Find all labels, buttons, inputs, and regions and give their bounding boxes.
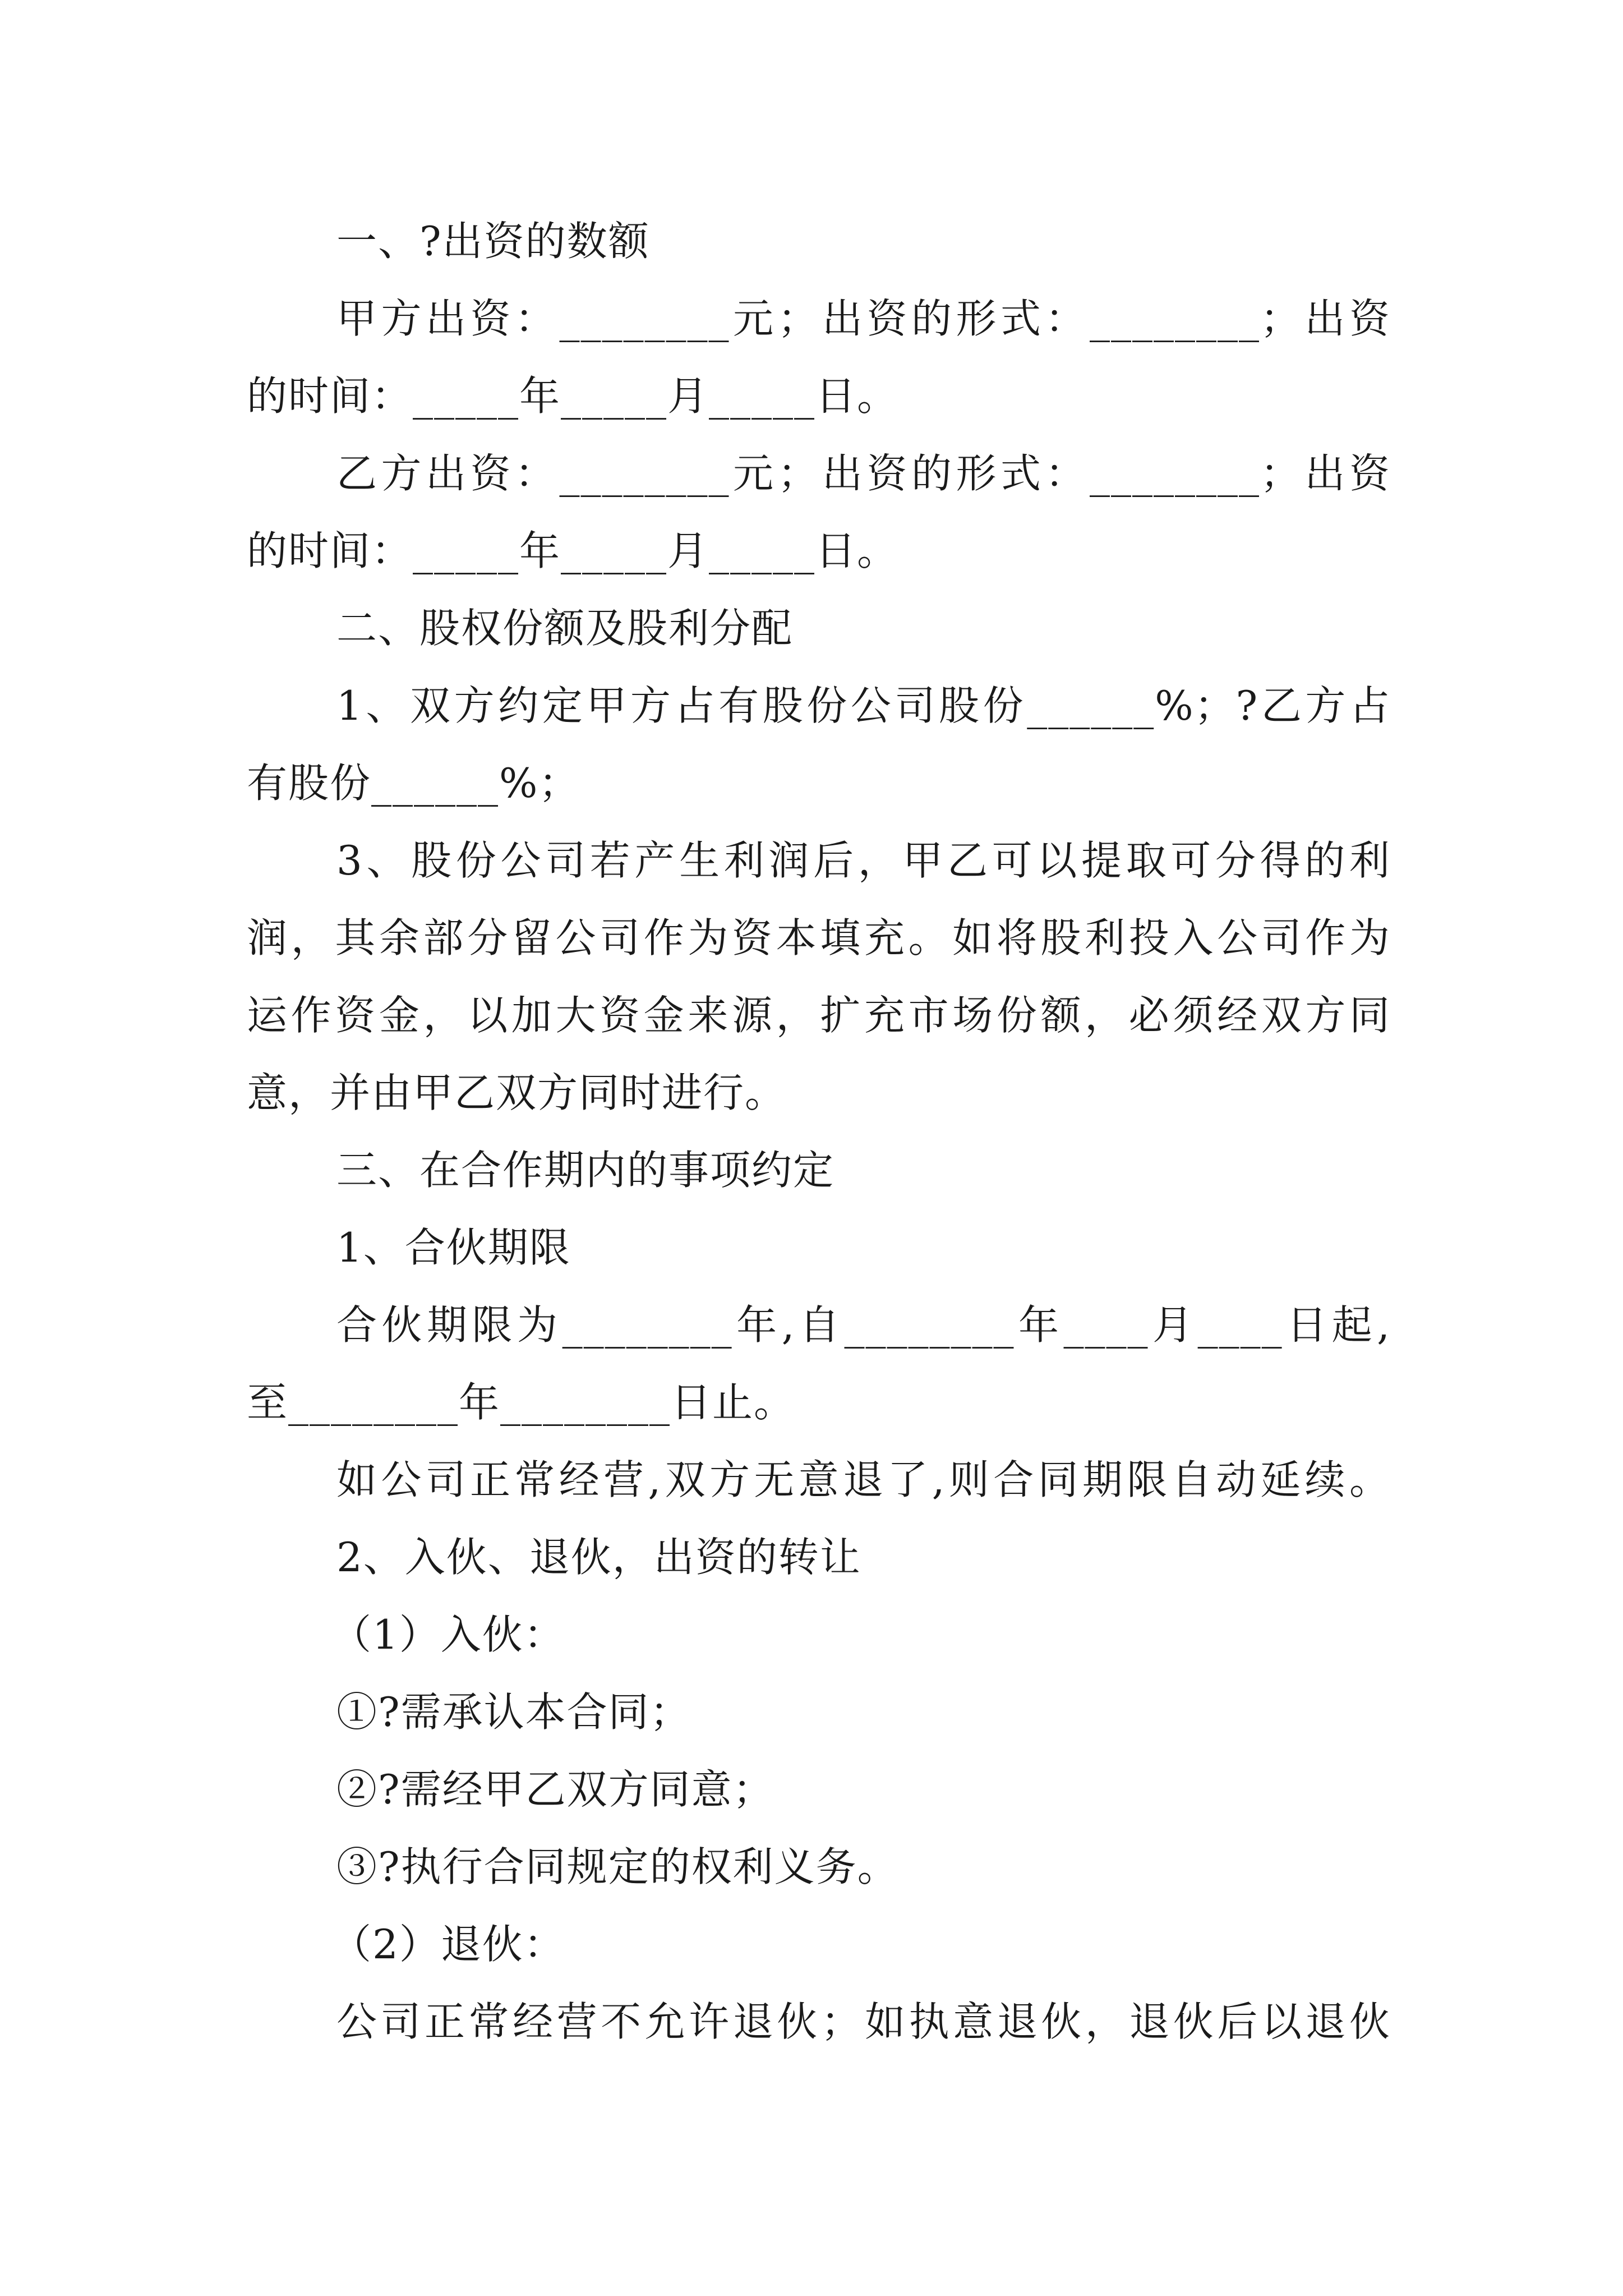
item-admission: （1）入伙： xyxy=(331,1611,565,1658)
clause-share-ratio-cont: 有股份______%； xyxy=(247,760,580,807)
clause-share-ratio: 1、双方约定甲方占有股份公司股份______%；?乙方占 xyxy=(336,682,1391,729)
section-heading-3: 三、在合作期内的事项约定 xyxy=(336,1147,835,1194)
clause-profit: 3、股份公司若产生利润后，甲乙可以提取可分得的利 xyxy=(336,837,1391,884)
party-b-contribution: 乙方出资：________元；出资的形式：________；出资 xyxy=(336,450,1391,497)
item-withdrawal: （2）退伙： xyxy=(331,1921,565,1968)
clause-withdrawal: 公司正常经营不允许退伙；如执意退伙，退伙后以退伙 xyxy=(336,1998,1391,2045)
clause-auto-renewal: 如公司正常经营,双方无意退了,则合同期限自动延续。 xyxy=(336,1456,1391,1503)
party-a-contribution: 甲方出资：________元；出资的形式：________；出资 xyxy=(336,295,1391,342)
clause-profit-cont-2: 运作资金，以加大资金来源，扩充市场份额，必须经双方同 xyxy=(247,992,1391,1039)
admission-condition-1: ①?需承认本合同； xyxy=(336,1688,691,1736)
admission-condition-2: ②?需经甲乙双方同意； xyxy=(336,1766,774,1813)
section-heading-2: 二、股权份额及股利分配 xyxy=(336,605,794,652)
party-a-contribution-date: 的时间：_____年_____月_____日。 xyxy=(247,372,899,420)
subheading-term: 1、合伙期限 xyxy=(336,1224,571,1271)
clause-term-cont: 至________年________日止。 xyxy=(247,1379,796,1426)
clause-term: 合伙期限为________年,自________年____月____日起, xyxy=(336,1301,1391,1349)
clause-profit-cont-1: 润，其余部分留公司作为资本填充。如将股利投入公司作为 xyxy=(247,914,1391,961)
party-b-contribution-date: 的时间：_____年_____月_____日。 xyxy=(247,527,899,574)
clause-profit-cont-3: 意，并由甲乙双方同时进行。 xyxy=(247,1069,787,1116)
section-heading-1: 一、?出资的数额 xyxy=(336,218,650,265)
subheading-admission-withdrawal: 2、入伙、退伙，出资的转让 xyxy=(336,1534,861,1581)
admission-condition-3: ③?执行合同规定的权利义务。 xyxy=(336,1843,899,1890)
